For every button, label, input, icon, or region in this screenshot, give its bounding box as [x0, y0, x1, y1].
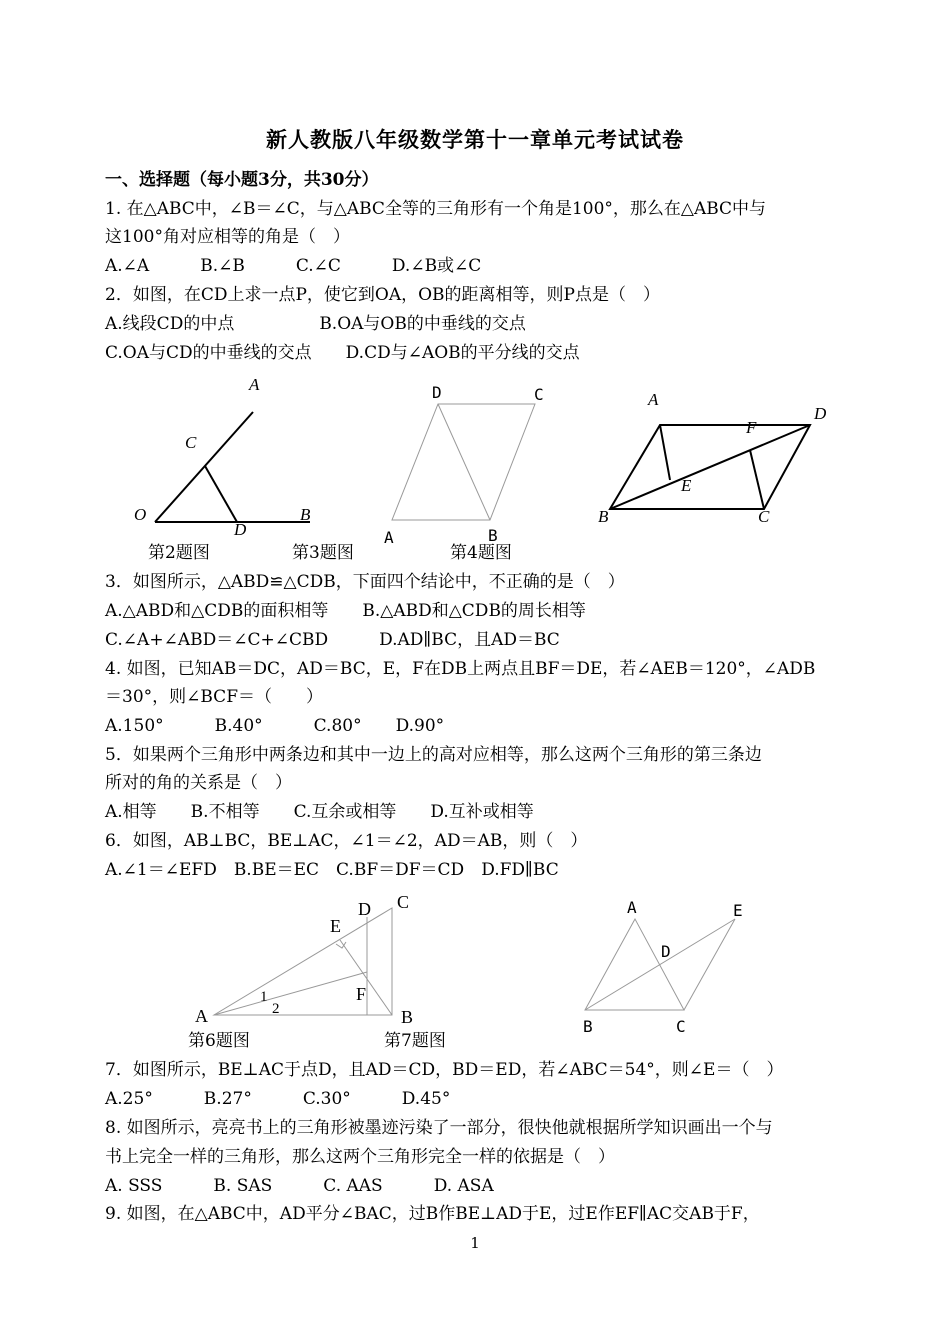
question-3-stem: 3．如图所示，△ABD≌△CDB，下面四个结论中，不正确的是（ ） — [105, 572, 625, 592]
section-heading: 一、选择题（每小题3分，共30分） — [105, 170, 379, 190]
figure-7 — [575, 895, 765, 1040]
figure-2 — [125, 370, 325, 540]
fig4-label-f: F — [746, 418, 757, 437]
fig3-label-d: D — [432, 383, 442, 402]
question-1-line-1: 1. 在△ABC中，∠B＝∠C，与△ABC全等的三角形有一个角是100°，那么在△ABC中与 — [105, 199, 767, 219]
question-8-options: A. SSS B. SAS C. AAS D. ASA — [105, 1176, 494, 1196]
fig6-label-b: B — [401, 1007, 414, 1027]
fig6-label-c: C — [397, 892, 410, 912]
fig2-label-d: D — [234, 520, 247, 539]
fig3-label-b: B — [488, 526, 498, 545]
question-4-line-1: 4. 如图，已知AB＝DC，AD＝BC，E，F在DB上两点且BF＝DE，若∠AEB＝120°，∠ADB — [105, 659, 816, 679]
fig4-label-b: B — [598, 507, 609, 526]
fig7-label-e: E — [733, 901, 743, 920]
fig4-label-e: E — [681, 476, 692, 495]
caption-figure-4: 第4题图 — [450, 543, 512, 563]
figure-4 — [590, 385, 840, 530]
question-1-options: A.∠A B.∠B C.∠C D.∠B或∠C — [105, 256, 482, 276]
fig3-label-c: C — [534, 385, 544, 404]
fig2-label-a: A — [249, 375, 260, 394]
question-3-options-ab: A.△ABD和△CDB的面积相等 B.△ABD和△CDB的周长相等 — [105, 601, 586, 621]
question-6-stem: 6．如图，AB⊥BC，BE⊥AC，∠1＝∠2，AD＝AB，则（ ） — [105, 831, 588, 851]
question-8-line-1: 8. 如图所示，亮亮书上的三角形被墨迹污染了一部分，很快他就根据所学知识画出一个与 — [105, 1118, 773, 1138]
question-7-stem: 7．如图所示，BE⊥AC于点D，且AD＝CD，BD＝ED，若∠ABC＝54°，则∠E＝（ ） — [105, 1060, 784, 1080]
caption-figure-2: 第2题图 — [148, 543, 210, 563]
fig6-label-1: 1 — [260, 989, 268, 1005]
caption-figure-6: 第6题图 — [188, 1031, 250, 1051]
figure-6 — [190, 890, 430, 1030]
fig2-label-b: B — [300, 505, 311, 524]
question-6-options: A.∠1＝∠EFD B.BE＝EC C.BF＝DF＝CD D.FD∥BC — [105, 860, 559, 880]
fig6-label-a: A — [195, 1006, 208, 1026]
fig6-label-2: 2 — [272, 1001, 280, 1017]
figure-3 — [375, 378, 555, 548]
question-3-options-cd: C.∠A+∠ABD＝∠C+∠CBD D.AD∥BC，且AD＝BC — [105, 630, 560, 650]
question-2-stem: 2．如图，在CD上求一点P，使它到OA，OB的距离相等，则P点是（ ） — [105, 285, 660, 305]
fig2-label-o: O — [134, 505, 147, 524]
fig2-label-c: C — [185, 433, 197, 452]
fig4-label-c: C — [758, 507, 770, 526]
fig7-label-c: C — [676, 1017, 686, 1036]
fig6-label-d: D — [358, 899, 371, 919]
fig4-label-a: A — [648, 390, 659, 409]
question-9-stem: 9. 如图，在△ABC中，AD平分∠BAC，过B作BE⊥AD于E，过E作EF∥AC交AB于F， — [105, 1204, 760, 1224]
question-4-line-2: ＝30°，则∠BCF＝（ ） — [105, 687, 323, 707]
question-4-options: A.150° B.40° C.80° D.90° — [105, 716, 445, 736]
fig6-label-e: E — [330, 916, 341, 936]
question-2-options-cd: C.OA与CD的中垂线的交点 D.CD与∠AOB的平分线的交点 — [105, 343, 580, 363]
page-title: 新人教版八年级数学第十一章单元考试试卷 — [266, 127, 684, 152]
question-5-line-2: 所对的角的关系是（ ） — [105, 773, 292, 793]
question-2-options-ab: A.线段CD的中点 B.OA与OB的中垂线的交点 — [105, 314, 526, 334]
page-number: 1 — [470, 1234, 480, 1252]
fig7-label-b: B — [583, 1017, 593, 1036]
question-5-options: A.相等 B.不相等 C.互余或相等 D.互补或相等 — [105, 802, 534, 822]
fig3-label-a: A — [384, 528, 394, 547]
fig7-label-d: D — [661, 942, 671, 961]
caption-figure-7: 第7题图 — [384, 1031, 446, 1051]
question-1-line-2: 这100°角对应相等的角是（ ） — [105, 227, 350, 247]
caption-figure-3: 第3题图 — [292, 543, 354, 563]
fig4-label-d: D — [814, 404, 827, 423]
fig6-label-f: F — [356, 984, 367, 1004]
question-8-line-2: 书上完全一样的三角形，那么这两个三角形完全一样的依据是（ ） — [105, 1147, 615, 1167]
question-7-options: A.25° B.27° C.30° D.45° — [105, 1089, 451, 1109]
fig7-label-a: A — [627, 898, 637, 917]
question-5-line-1: 5．如果两个三角形中两条边和其中一边上的高对应相等，那么这两个三角形的第三条边 — [105, 745, 762, 765]
